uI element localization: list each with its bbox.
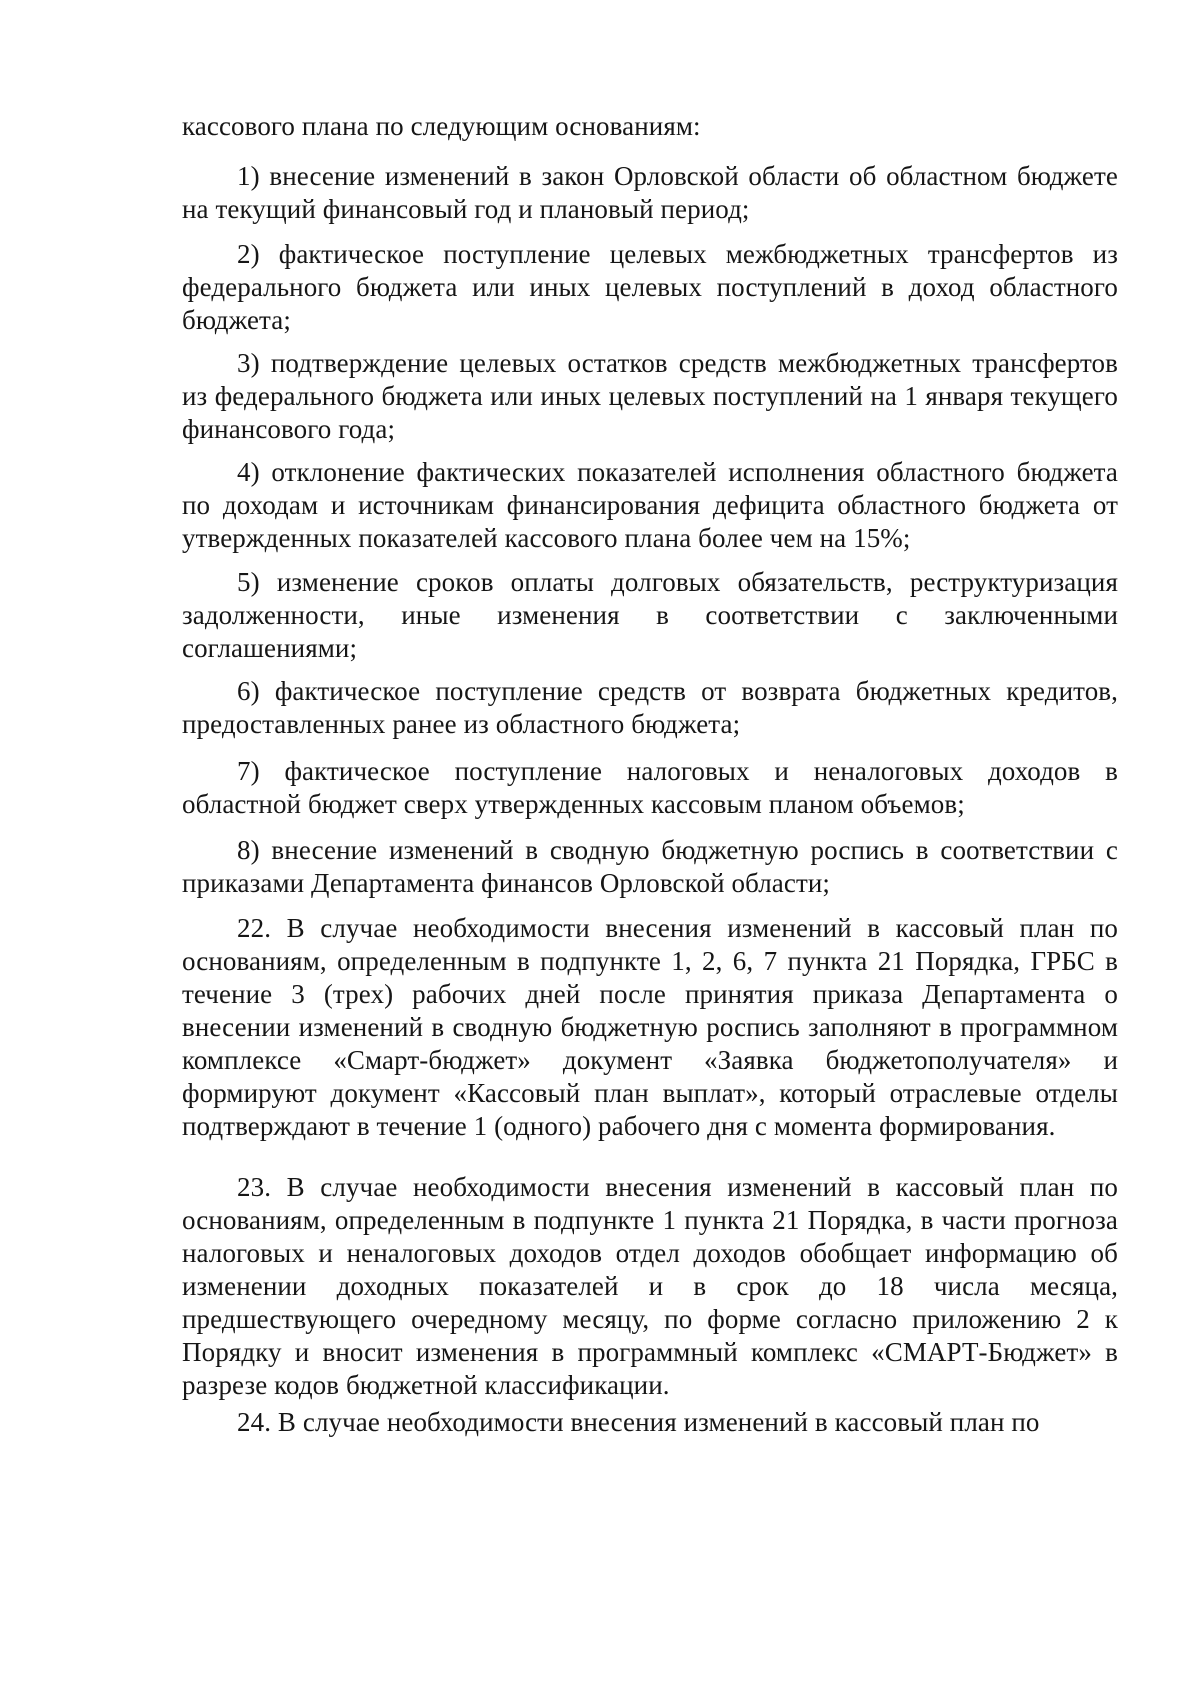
list-item-1: 1) внесение изменений в закон Орловской области об областном бюджете на текущий финансовый год и плановый период; bbox=[182, 161, 1118, 224]
list-item-8: 8) внесение изменений в сводную бюджетную роспись в соответствии с приказами Департамента финансов Орловской области; bbox=[182, 835, 1118, 898]
list-item-4: 4) отклонение фактических показателей исполнения областного бюджета по доходам и источникам финансирования дефицита областного бюджета от утвержденных показателей кассового плана более чем на 15%; bbox=[182, 457, 1118, 553]
list-item-2: 2) фактическое поступление целевых межбюджетных трансфертов из федерального бюджета или иных целевых поступлений в доход областного бюджета; bbox=[182, 239, 1118, 335]
list-item-6: 6) фактическое поступление средств от возврата бюджетных кредитов, предоставленных ранее из областного бюджета; bbox=[182, 676, 1118, 739]
paragraph-continuation: кассового плана по следующим основаниям: bbox=[182, 111, 701, 141]
clause-24-start: 24. В случае необходимости внесения изменений в кассовый план по bbox=[237, 1407, 1040, 1437]
clause-23: 23. В случае необходимости внесения изменений в кассовый план по основаниям, определенным в подпункте 1 пункта 21 Порядка, в части прогноза налоговых и неналоговых доходов отдел доходов обобщает информацию об изменении доходных показателей и в срок до 18 числа месяца, предшествующего очередному месяцу, по форме согласно приложению 2 к Порядку и вносит изменения в программный комплекс «СМАРТ-Бюджет» в разрезе кодов бюджетной классификации. bbox=[182, 1172, 1118, 1400]
list-item-3: 3) подтверждение целевых остатков средств межбюджетных трансфертов из федерального бюджета или иных целевых поступлений на 1 января текущего финансового года; bbox=[182, 348, 1118, 444]
clause-22: 22. В случае необходимости внесения изменений в кассовый план по основаниям, определенным в подпункте 1, 2, 6, 7 пункта 21 Порядка, ГРБС в течение 3 (трех) рабочих дней после принятия приказа Департамента о внесении изменений в сводную бюджетную роспись заполняют в программном комплексе «Смарт-бюджет» документ «Заявка бюджетополучателя» и формируют документ «Кассовый план выплат», который отраслевые отделы подтверждают в течение 1 (одного) рабочего дня с момента формирования. bbox=[182, 913, 1118, 1141]
list-item-5: 5) изменение сроков оплаты долговых обязательств, реструктуризация задолженности, иные изменения в соответствии с заключенными соглашениями; bbox=[182, 567, 1118, 663]
list-item-7: 7) фактическое поступление налоговых и неналоговых доходов в областной бюджет сверх утвержденных кассовым планом объемов; bbox=[182, 756, 1118, 819]
